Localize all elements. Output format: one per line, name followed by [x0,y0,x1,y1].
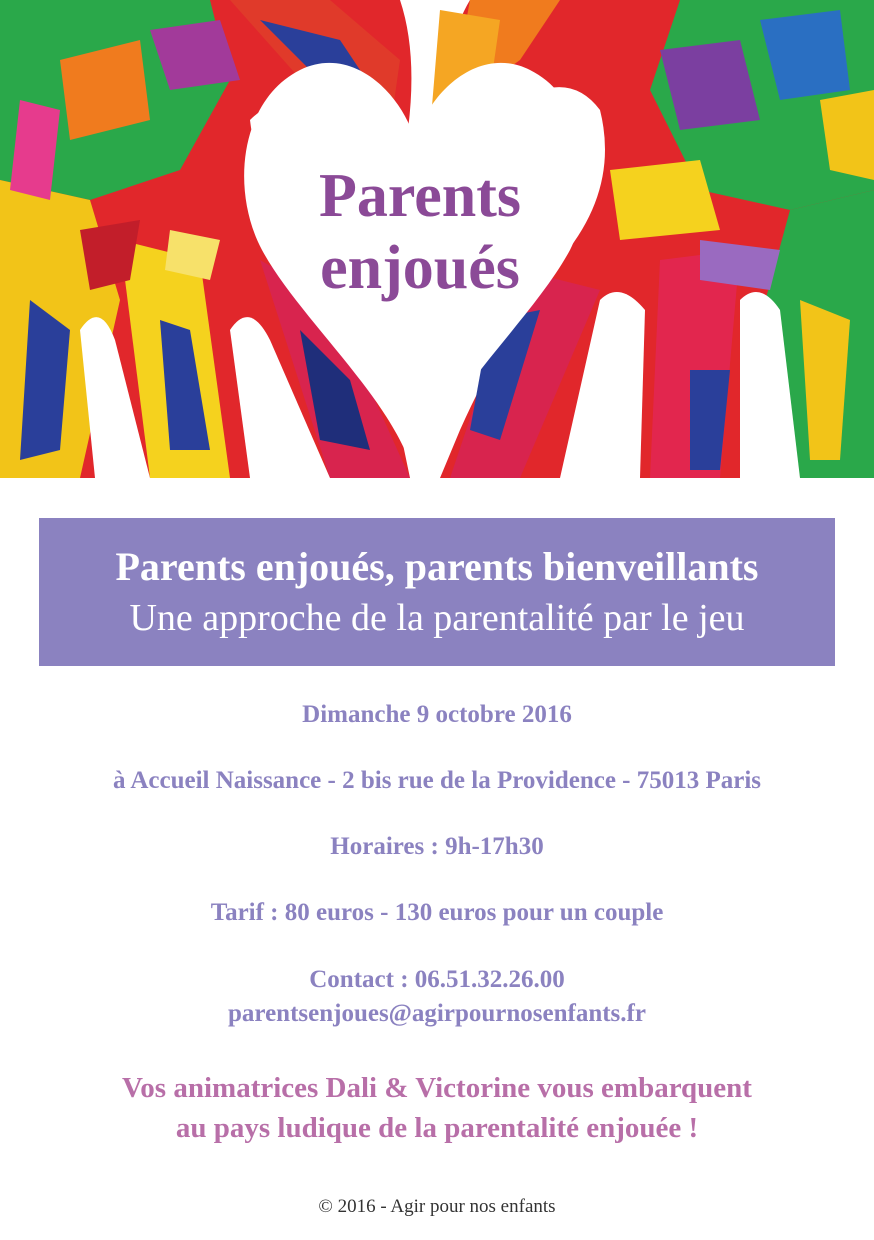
banner-subtitle: Une approche de la parentalité par le jeu [129,597,745,639]
hero-title [250,160,590,304]
event-date: Dimanche 9 octobre 2016 [302,701,572,728]
event-banner [39,518,835,666]
facilitators-pitch [0,1068,874,1148]
contact-phone: Contact : 06.51.32.26.00 [309,966,565,993]
event-price: Tarif : 80 euros - 130 euros pour un couple [210,899,664,926]
pitch-line1: Vos animatrices Dali & Victorine vous embarquent [122,1072,752,1104]
event-location: à Accueil Naissance - 2 bis rue de la Providence - 75013 Paris [112,767,762,794]
banner-title: Parents enjoués, parents bienveillants [115,544,759,589]
hero-image [0,0,874,478]
hero-title-line1: Parents [318,162,522,230]
pitch-line2: au pays ludique de la parentalité enjouée ! [175,1112,699,1144]
hero-title-line2: enjoués [320,234,520,302]
event-hours: Horaires : 9h-17h30 [330,833,544,860]
copyright-footer: © 2016 - Agir pour nos enfants [318,1196,556,1217]
contact-email[interactable]: parentsenjoues@agirpournosenfants.fr [228,1000,646,1027]
